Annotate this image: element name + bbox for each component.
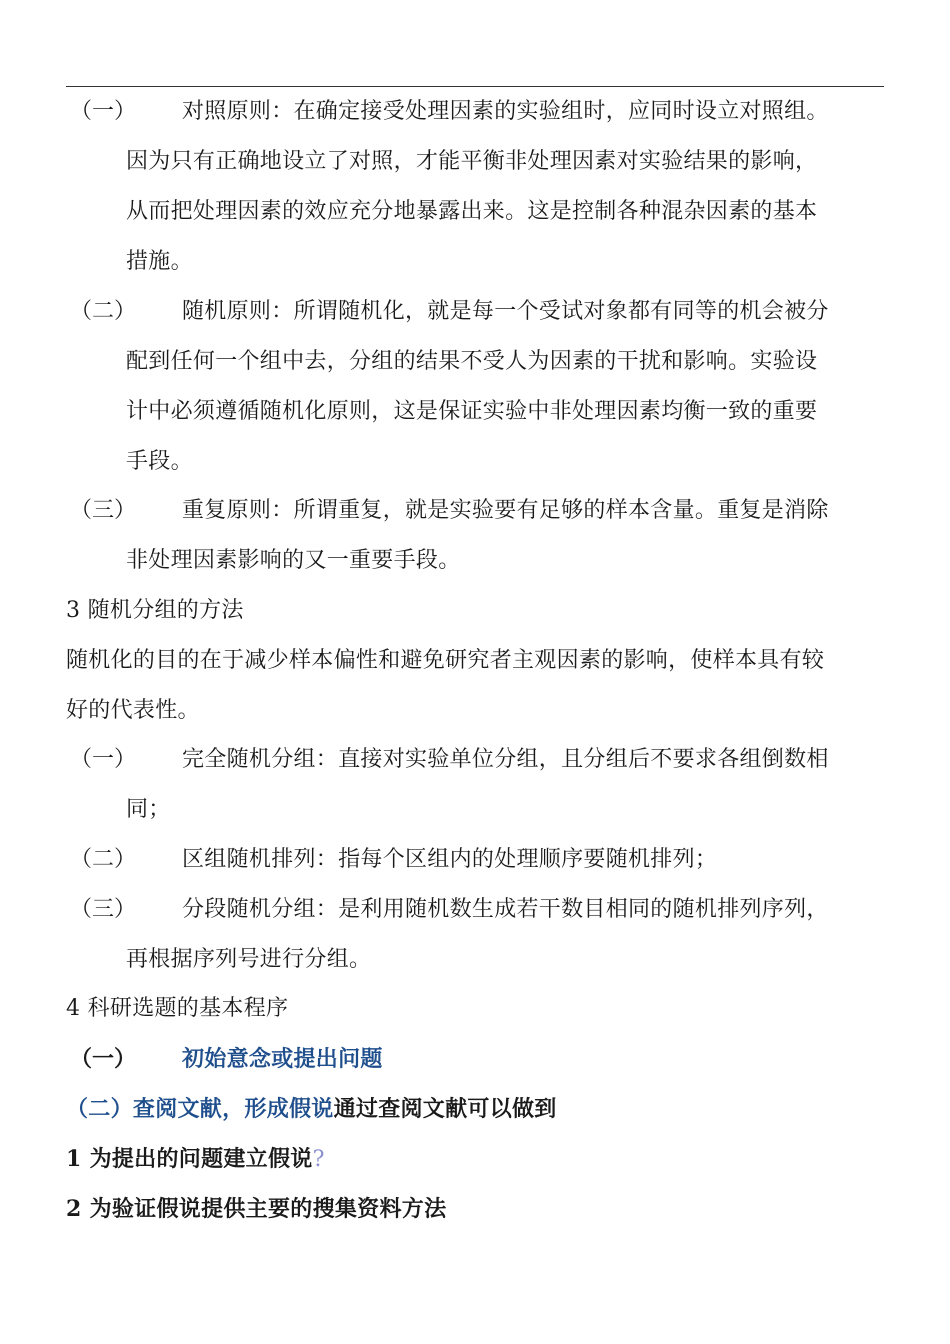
principle-3-line-2: 非处理因素影响的又一重要手段。	[126, 548, 461, 573]
principle-2-number: （二）	[70, 299, 137, 324]
principle-1-line-3: 从而把处理因素的效应充分地暴露出来。这是控制各种混杂因素的基本	[126, 199, 818, 224]
section-3-heading: 3 随机分组的方法	[66, 598, 244, 623]
step-2-black-text: 通过查阅文献可以做到	[333, 1096, 557, 1122]
method-2-number: （二）	[70, 847, 137, 872]
item-1-text: 1 为提出的问题建立假说	[66, 1146, 313, 1172]
method-3-number: （三）	[70, 897, 137, 922]
method-1-line-2: 同；	[126, 797, 171, 822]
section-4-heading: 4 科研选题的基本程序	[66, 996, 289, 1021]
principle-3-number: （三）	[70, 498, 137, 523]
method-1-line-1: 完全随机分组：直接对实验单位分组，且分组后不要求各组倒数相	[182, 747, 829, 772]
principle-2-line-2: 配到任何一个组中去，分组的结果不受人为因素的干扰和影响。实验设	[126, 349, 818, 374]
header-rule	[66, 86, 884, 87]
principle-1-line-4: 措施。	[126, 249, 193, 274]
section-3-intro-line-1: 随机化的目的在于减少样本偏性和避免研究者主观因素的影响，使样本具有较	[66, 648, 825, 673]
step-1-number: （一）	[70, 1046, 137, 1072]
principle-1-line-2: 因为只有正确地设立了对照，才能平衡非处理因素对实验结果的影响，	[126, 149, 818, 174]
method-3-line-2: 再根据序列号进行分组。	[126, 947, 372, 972]
method-1-number: （一）	[70, 747, 137, 772]
method-3-line-1: 分段随机分组：是利用随机数生成若干数目相同的随机排列序列，	[182, 897, 829, 922]
principle-2-line-4: 手段。	[126, 449, 193, 474]
principle-2-line-1: 随机原则：所谓随机化，就是每一个受试对象都有同等的机会被分	[182, 299, 829, 324]
step-1-text: 初始意念或提出问题	[182, 1046, 383, 1072]
item-2-line: 2 为验证假说提供主要的搜集资料方法	[66, 1196, 447, 1222]
principle-1-line-1: 对照原则：在确定接受处理因素的实验组时，应同时设立对照组。	[182, 99, 829, 124]
step-2-blue-text: （二）查阅文献，形成假说	[66, 1096, 334, 1122]
section-3-intro-line-2: 好的代表性。	[66, 698, 200, 723]
question-mark: ?	[312, 1147, 325, 1172]
item-1-line	[66, 1144, 325, 1175]
principle-1-number: （一）	[70, 99, 137, 124]
method-2-line-1: 区组随机排列：指每个区组内的处理顺序要随机排列；	[182, 847, 718, 872]
step-2-line	[66, 1094, 557, 1124]
principle-2-line-3: 计中必须遵循随机化原则，这是保证实验中非处理因素均衡一致的重要	[126, 399, 818, 424]
principle-3-line-1: 重复原则：所谓重复，就是实验要有足够的样本含量。重复是消除	[182, 498, 829, 523]
